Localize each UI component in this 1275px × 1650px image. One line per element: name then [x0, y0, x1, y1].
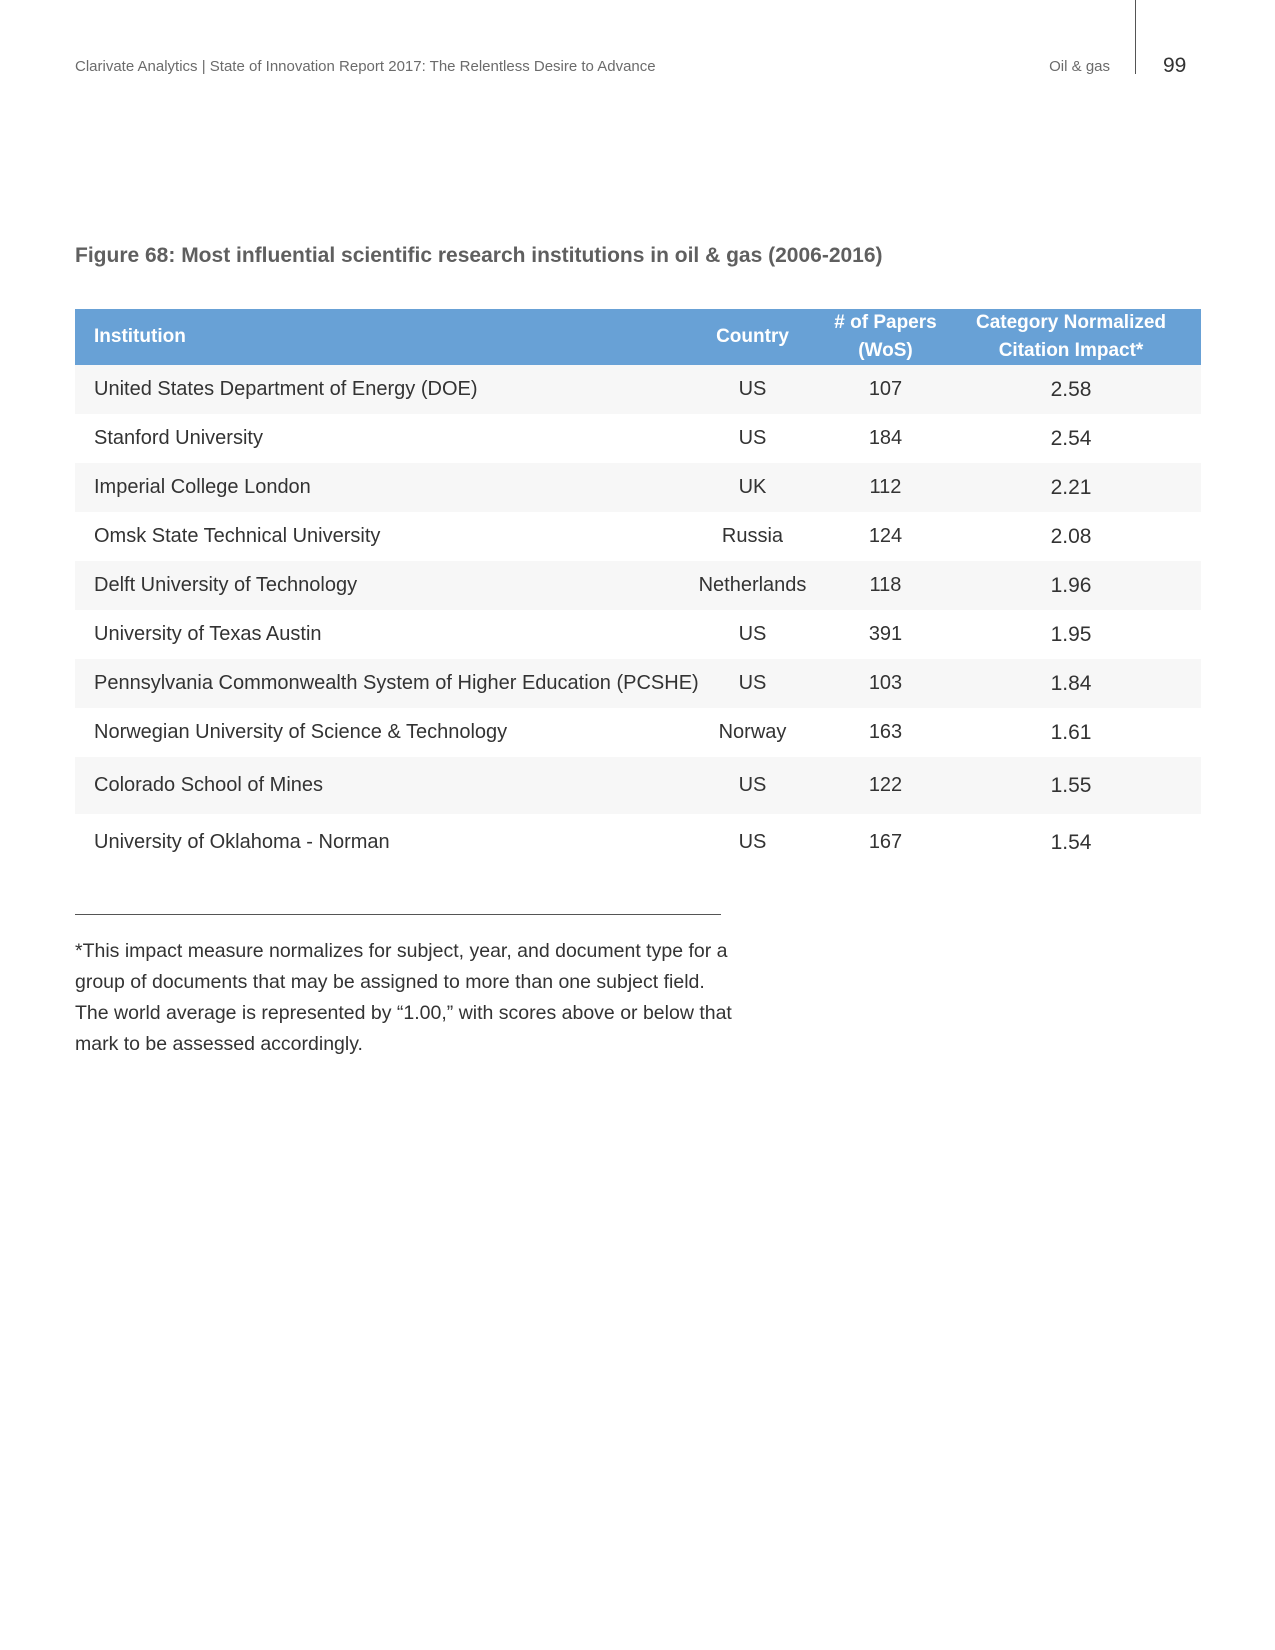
figure-title: Figure 68: Most influential scientific research institutions in oil & gas (2006-2016)	[75, 244, 883, 267]
page-number: 99	[1163, 54, 1187, 77]
country-cell: US	[675, 365, 830, 414]
papers-cell: 122	[830, 757, 941, 814]
country-cell: Russia	[675, 512, 830, 561]
table-row	[75, 659, 1201, 708]
table-row	[75, 757, 1201, 814]
table-header-row	[75, 309, 1201, 365]
column-header-papers: # of Papers (WoS)	[830, 309, 941, 365]
column-header-impact: Category Normalized Citation Impact*	[941, 309, 1201, 365]
table-row	[75, 414, 1201, 463]
papers-cell: 124	[830, 512, 941, 561]
institution-cell: Stanford University	[75, 414, 675, 463]
country-cell: UK	[675, 463, 830, 512]
institution-cell: Colorado School of Mines	[75, 757, 675, 814]
country-cell: Netherlands	[675, 561, 830, 610]
papers-cell: 118	[830, 561, 941, 610]
country-cell: US	[675, 757, 830, 814]
impact-cell: 2.54	[941, 414, 1201, 463]
impact-cell: 1.84	[941, 659, 1201, 708]
papers-cell: 391	[830, 610, 941, 659]
impact-cell: 2.58	[941, 365, 1201, 414]
country-cell: Norway	[675, 708, 830, 757]
country-cell: US	[675, 414, 830, 463]
impact-cell: 1.54	[941, 814, 1201, 871]
institution-cell: Omsk State Technical University	[75, 512, 675, 561]
institution-cell: Delft University of Technology	[75, 561, 675, 610]
papers-cell: 167	[830, 814, 941, 871]
papers-cell: 107	[830, 365, 941, 414]
impact-cell: 2.21	[941, 463, 1201, 512]
impact-cell: 1.61	[941, 708, 1201, 757]
header-divider	[1135, 0, 1136, 74]
table-row	[75, 365, 1201, 414]
footnote-divider	[75, 914, 721, 915]
impact-cell: 1.96	[941, 561, 1201, 610]
table-row	[75, 512, 1201, 561]
table-row	[75, 708, 1201, 757]
institution-cell: United States Department of Energy (DOE)	[75, 365, 675, 414]
institution-cell: University of Oklahoma - Norman	[75, 814, 675, 871]
papers-cell: 163	[830, 708, 941, 757]
papers-cell: 103	[830, 659, 941, 708]
impact-cell: 1.55	[941, 757, 1201, 814]
section-name: Oil & gas	[1049, 58, 1110, 75]
institution-cell: Norwegian University of Science & Technology	[75, 708, 675, 757]
impact-cell: 2.08	[941, 512, 1201, 561]
institutions-table	[75, 309, 1201, 871]
column-header-country: Country	[675, 309, 830, 365]
institution-cell: University of Texas Austin	[75, 610, 675, 659]
institution-cell: Imperial College London	[75, 463, 675, 512]
footnote-text: *This impact measure normalizes for subject, year, and document type for a group of documents that may be assigned to more than one subject field. The world average is represented by “1.00,” with scores above or below that mark to be assessed accordingly.	[75, 940, 732, 1055]
country-cell: US	[675, 814, 830, 871]
table-row	[75, 561, 1201, 610]
impact-cell: 1.95	[941, 610, 1201, 659]
table-row	[75, 463, 1201, 512]
table-row	[75, 610, 1201, 659]
report-title: Clarivate Analytics | State of Innovation Report 2017: The Relentless Desire to Advance	[75, 58, 656, 75]
country-cell: US	[675, 659, 830, 708]
institution-cell: Pennsylvania Commonwealth System of Higher Education (PCSHE)	[75, 659, 675, 708]
papers-cell: 184	[830, 414, 941, 463]
table-row	[75, 814, 1201, 871]
country-cell: US	[675, 610, 830, 659]
papers-cell: 112	[830, 463, 941, 512]
column-header-institution: Institution	[75, 309, 675, 365]
